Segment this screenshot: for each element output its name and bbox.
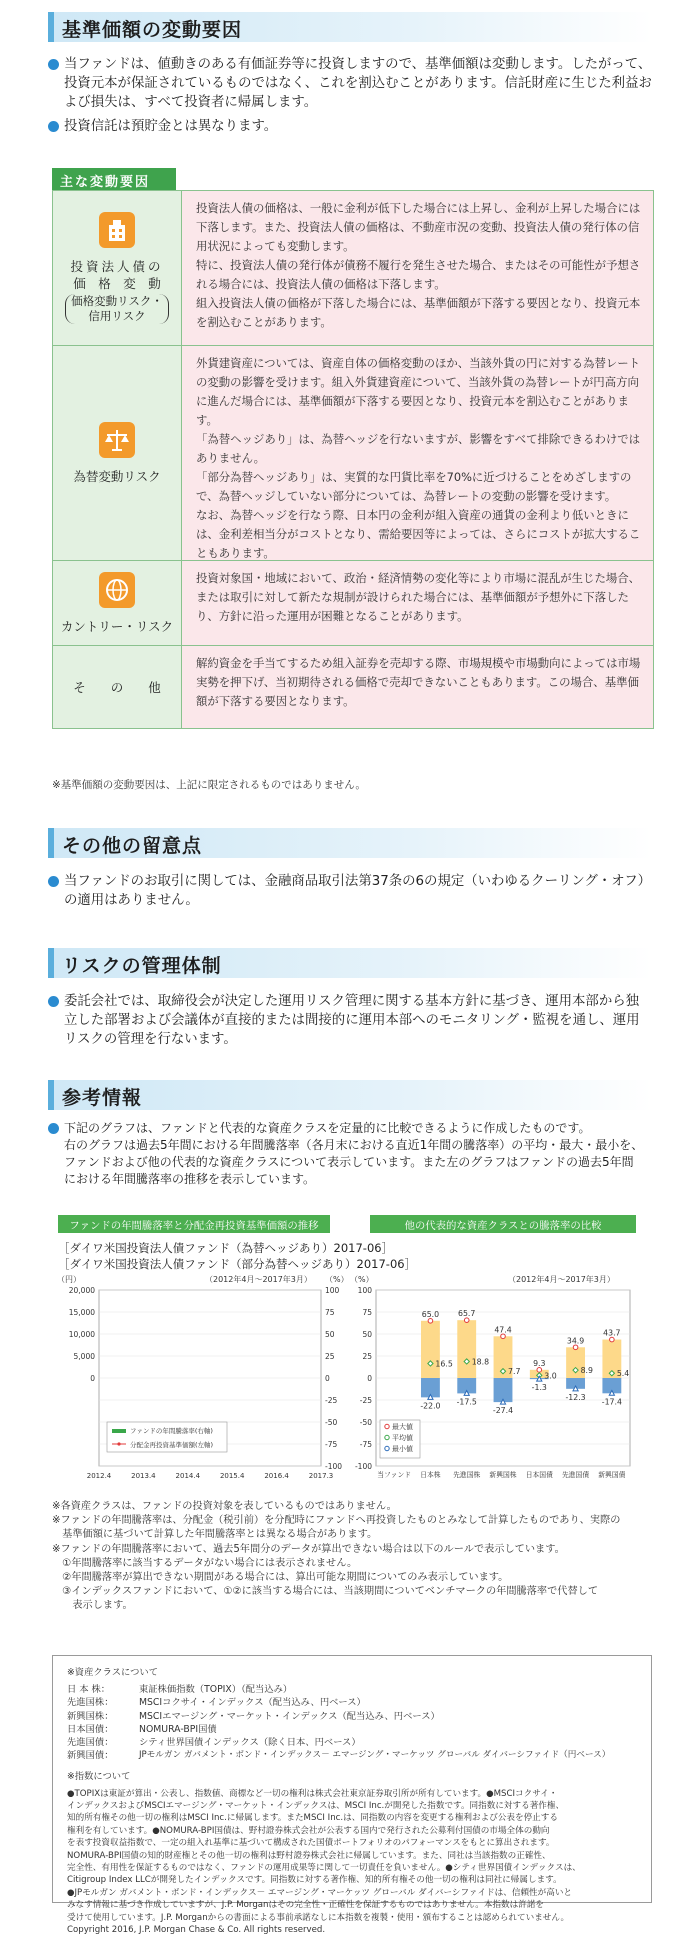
y-tick-label: -25 — [359, 1396, 372, 1405]
section-title: 基準価額の変動要因 — [62, 19, 243, 41]
risk-description: 外貨建資産については、資産自体の価格変動のほか、当該外貨の円に対する為替レートの変動の影響を受けます。組入外貨建資産について、当該外貨の為替レートが円高方向に進んだ場合には、基準価額が下落する要因となり、投資元本を割込むことがあります。 「為替ヘッジあり」は、為替ヘッジを行ないますが、影響をすべて排除できるわけではありません。 「部分為替ヘッジあり」は、実質的な円貨比率を70%に近づけることをめざしますので、為替ヘッジしていない部分については、為替レートの変動の影響を受けます。 なお、為替ヘッジを行なう際、日本円の金利が組入資産の通貨の金利より低いときには、金利差相当分がコストとなり、需給要因等によっては、さらにコストが拡大することもあります。 — [182, 346, 653, 560]
y-tick-label: 25 — [362, 1352, 372, 1361]
legend-label: 最小値 — [392, 1445, 413, 1453]
note-line: ①年間騰落率に該当するデータがない場合には表示されません。 — [52, 1557, 358, 1569]
bullet-text-line: 下記のグラフは、ファンドと代表的な資産クラスを定量的に比較できるように作成したものです。 — [64, 1121, 591, 1135]
right-tick-label: 0 — [325, 1374, 330, 1383]
left-tick-label: 5,000 — [73, 1352, 95, 1361]
left-tick-label: 0 — [90, 1374, 95, 1383]
bullet-item — [48, 992, 652, 1049]
section-title: リスクの管理体制 — [62, 955, 222, 977]
y-tick-label: -100 — [354, 1462, 372, 1471]
right-tick-label: -75 — [325, 1440, 338, 1449]
risk-row-other — [53, 646, 653, 728]
risk-name-line: 投資法人債の — [70, 259, 164, 274]
note-line: ※各資産クラスは、ファンドの投資対象を表しているものではありません。 — [52, 1501, 397, 1512]
x-tick-label: 2017.3 — [308, 1472, 334, 1480]
index-line: みなす情報に基づき作成していますが、J.P. Morganはその完全性・正確性を保証するものではありません。本指数は許諾を — [67, 1900, 545, 1911]
right-tick-label: 50 — [325, 1330, 335, 1339]
index-line: を表す投資収益指数で、一定の組入れ基準に基づいて構成された国債ポートフォリオのパフォーマンスをもとに算出されます。 — [67, 1838, 555, 1849]
building-icon — [99, 212, 135, 248]
risk-table-title: 主な変動要因 — [52, 168, 176, 190]
risk-name-line: そ の 他 — [73, 679, 161, 695]
right-axis-unit: （%） — [325, 1275, 349, 1284]
bullet-text-line: 右のグラフは過去5年間における年間騰落率（各月末における直近1年間の騰落率）の平均・最大・最小を、 — [64, 1138, 644, 1152]
right-tick-label: 75 — [325, 1308, 335, 1317]
section-header-notes — [48, 828, 652, 858]
bullet-item — [48, 55, 652, 112]
section-header-fluctuation — [48, 12, 652, 42]
risk-name-cell — [53, 561, 182, 645]
category-label: 日本株 — [420, 1471, 441, 1479]
category-label: 新興国債 — [598, 1471, 626, 1479]
avg-value-label: 5.4 — [616, 1369, 630, 1379]
min-value-label: -27.4 — [492, 1406, 514, 1416]
y-tick-label: 50 — [362, 1330, 372, 1339]
max-bar — [457, 1320, 476, 1378]
category-label: 先進国株 — [453, 1471, 481, 1479]
section-title: 参考情報 — [62, 1087, 143, 1109]
max-marker — [573, 1345, 578, 1350]
right-tick-label: 25 — [325, 1352, 335, 1361]
legend-marker — [385, 1424, 389, 1428]
scale-icon — [99, 422, 135, 458]
category-label: 先進国債 — [561, 1471, 590, 1479]
asset-class-row — [67, 1696, 637, 1709]
note-line: 表示します。 — [52, 1600, 133, 1612]
bullet-text-line: における年間騰落率の推移を表示しています。 — [64, 1172, 316, 1186]
bullet-item — [48, 1120, 652, 1188]
note-line: 基準価額に基づいて計算した年間騰落率とは異なる場合があります。 — [52, 1529, 378, 1541]
asset-class-value: MSCIエマージング・マーケット・インデックス（配当込み、円ベース） — [139, 1710, 440, 1722]
asset-class-key: 日 本 株： — [67, 1684, 111, 1696]
asset-class-comparison-chart — [348, 1272, 650, 1494]
fund-name: ［ダイワ米国投資法人債ファンド（為替ヘッジあり）2017-06］ — [58, 1241, 394, 1255]
legend-label: 最大値 — [392, 1423, 413, 1431]
bullet-text: 当ファンドのお取引に関しては、金融商品取引法第37条の6の規定（いわゆるクーリング・オフ）の適用はありません。 — [64, 874, 652, 908]
asset-class-key: 新興国株： — [67, 1710, 114, 1722]
asset-class-value: MSCIコクサイ・インデックス（配当込み、円ベース） — [139, 1697, 366, 1709]
bullet-text-line: ファンドおよび他の代表的な資産クラスについて表示しています。また左のグラフはファンドの過去5年間 — [64, 1155, 634, 1169]
max-marker — [610, 1337, 615, 1342]
bullet-item — [48, 872, 652, 910]
max-value-label: 9.3 — [533, 1358, 546, 1368]
right-tick-label: 100 — [325, 1286, 340, 1295]
min-value-label: -1.3 — [531, 1383, 547, 1393]
max-value-label: 34.9 — [566, 1336, 585, 1346]
legend-marker — [385, 1446, 389, 1450]
bullet-item — [48, 117, 652, 136]
asset-class-value: シティ世界国債インデックス（除く日本、円ベース） — [139, 1737, 361, 1749]
globe-icon — [99, 572, 135, 608]
bullet-dot-icon — [48, 996, 59, 1007]
category-label: 新興国株 — [489, 1471, 517, 1479]
period-label: （2012年4月～2017年3月） — [205, 1275, 312, 1284]
index-info-box — [52, 1655, 652, 1936]
asset-class-heading: ※資産クラスについて — [67, 1667, 158, 1678]
bullet-text: 当ファンドは、値動きのある有価証券等に投資しますので、基準価額は変動します。したがって、投資元本が保証されているものではなく、これを割込むことがあります。信託財産に生じた利益および損失は、すべて投資者に帰属します。 — [64, 57, 652, 110]
asset-class-row — [67, 1736, 637, 1749]
left-axis-unit: （円） — [57, 1275, 81, 1284]
max-value-label: 47.4 — [494, 1325, 512, 1335]
category-label: 当ファンド — [377, 1471, 412, 1479]
index-line: 完全性、有用性を保証するものではなく、ファンドの運用成果等に関して一切責任を負いません。●シティ世界国債インデックスは、 — [67, 1863, 581, 1874]
asset-class-row — [67, 1710, 637, 1723]
legend-marker-swatch — [117, 1442, 120, 1445]
index-line: 知的所有権その他一切の権利はMSCI Inc.に帰属します。またMSCI Inc.は、同指数の内容を変更する権利および公表を停止する — [67, 1813, 558, 1824]
x-tick-label: 2016.4 — [264, 1472, 289, 1480]
risk-row-country — [53, 561, 653, 646]
x-tick-label: 2013.4 — [131, 1472, 156, 1480]
legend-label: ファンドの年間騰落率(右軸) — [130, 1427, 213, 1435]
right-chart-tab: 他の代表的な資産クラスとの騰落率の比較 — [370, 1215, 636, 1233]
asset-class-key: 先進国債： — [67, 1737, 114, 1749]
asset-class-value: JPモルガン ガバメント・ボンド・インデックス－ エマージング・マーケッツ グローバル ダイバーシファイド（円ベース） — [139, 1750, 611, 1761]
bullet-text: 委託会社では、取締役会が決定した運用リスク管理に関する基本方針に基づき、運用本部から独立した部署および会議体が直接的または間接的に運用本部へのモニタリング・監視を通し、運用リスクの管理を行ないます。 — [64, 994, 640, 1047]
max-marker — [501, 1334, 506, 1339]
index-line: 権利を有しています。●NOMURA-BPI国債は、野村證券株式会社が公表する国内で発行された公募利付国債の市場全体の動向 — [67, 1825, 550, 1836]
right-tick-label: -25 — [325, 1396, 338, 1405]
asset-class-value: NOMURA-BPI国債 — [139, 1723, 217, 1735]
y-tick-label: -50 — [359, 1418, 372, 1427]
min-value-label: -22.0 — [420, 1401, 441, 1411]
max-marker — [428, 1319, 433, 1324]
risk-description: 解約資金を手当てするため組入証券を売却する際、市場規模や市場動向によっては市場実勢を押下げ、当初期待される価格で売却できないこともあります。この場合、基準価額が下落する要因となります。 — [182, 646, 653, 728]
risk-name-cell — [53, 191, 182, 345]
note-line: ②年間騰落率が算出できない期間がある場合には、算出可能な期間についてのみ表示しています。 — [52, 1572, 509, 1584]
index-line: インデックスおよびMSCIエマージング・マーケット・インデックスは、MSCI Inc.が開発した指数です。同指数に対する著作権、 — [67, 1801, 565, 1812]
y-tick-label: -75 — [359, 1440, 372, 1449]
y-tick-label: 100 — [357, 1286, 372, 1295]
legend-label: 分配金再投資基準価額(左軸) — [130, 1441, 214, 1449]
risk-name-line: 為替変動リスク — [73, 468, 161, 484]
left-tick-label: 20,000 — [68, 1286, 95, 1295]
asset-class-key: 日本国債： — [67, 1723, 114, 1735]
left-tick-label: 15,000 — [68, 1308, 95, 1317]
bullet-text: 投資信託は預貯金とは異なります。 — [64, 119, 278, 134]
avg-value-label: 3.0 — [544, 1371, 557, 1381]
legend-label: 平均値 — [392, 1434, 413, 1442]
index-line: NOMURA-BPI国債の知的財産権とその他一切の権利は野村證券株式会社に帰属しています。また、同社は当該指数の正確性、 — [67, 1850, 551, 1861]
legend-bar-swatch — [112, 1429, 126, 1433]
asset-class-value: 東証株価指数（TOPIX）（配当込み） — [139, 1684, 293, 1696]
risk-description: 投資法人債の価格は、一般に金利が低下した場合には上昇し、金利が上昇した場合には下落します。また、投資法人債の価格は、不動産市況の変動、投資法人債の発行体の信用状況によっても変動します。 特に、投資法人債の発行体が債務不履行を発生させた場合、またはその可能性が予想される場合には、投資法人債の価格は下落します。 組入投資法人債の価格が下落した場合には、基準価額が下落する要因となり、投資元本を割込むことがあります。 — [182, 191, 653, 345]
period-label: （2012年4月～2017年3月） — [508, 1275, 615, 1284]
index-line: ●TOPIXは東証が算出・公表し、指数値、商標など一切の権利は株式会社東京証券取引所が所有しています。●MSCIコクサイ・ — [67, 1788, 558, 1799]
max-value-label: 65.7 — [458, 1309, 476, 1319]
index-heading: ※指数について — [67, 1771, 131, 1783]
bullet-dot-icon — [48, 876, 59, 887]
min-value-label: -12.3 — [565, 1392, 586, 1402]
risk-factor-table — [52, 190, 654, 729]
axis-unit: （%） — [350, 1275, 374, 1284]
asset-class-row — [67, 1723, 637, 1736]
max-marker — [537, 1368, 542, 1373]
risk-name-paren: 価格変動リスク・信用リスク — [65, 294, 169, 324]
section-title: その他の留意点 — [62, 835, 203, 857]
max-value-label: 65.0 — [421, 1309, 440, 1319]
risk-name-line: 価 格 変 動 — [73, 276, 161, 291]
avg-value-label: 8.9 — [580, 1366, 593, 1376]
fund-return-line-chart — [55, 1272, 355, 1494]
risk-name-line: カントリー・リスク — [60, 618, 174, 634]
x-tick-label: 2014.4 — [175, 1472, 201, 1480]
table-footnote: ※基準価額の変動要因は、上記に限定されるものではありません。 — [52, 779, 366, 791]
index-line: 受けて使用しています。J.P. Morganからの書面による事前承諾なしに本指数を複製・使用・頒布することは認められていません。 — [67, 1912, 570, 1923]
left-tick-label: 10,000 — [68, 1330, 95, 1339]
asset-class-row — [67, 1683, 637, 1696]
y-tick-label: 75 — [362, 1308, 372, 1317]
index-line: Copyright 2016, J.P. Morgan Chase & Co. All rights reserved. — [67, 1925, 326, 1936]
bullet-dot-icon — [48, 1123, 59, 1134]
note-line: ③インデックスファンドにおいて、①②に該当する場合には、当該期間についてベンチマークの年間騰落率で代替して — [52, 1586, 599, 1598]
x-tick-label: 2012.4 — [86, 1472, 112, 1480]
note-line: ※ファンドの年間騰落率は、分配金（税引前）を分配時にファンドへ再投資したものとみなして計算したものであり、実際の — [52, 1515, 621, 1527]
avg-value-label: 18.8 — [471, 1357, 490, 1367]
max-value-label: 43.7 — [603, 1328, 621, 1338]
min-value-label: -17.4 — [601, 1397, 622, 1407]
x-tick-label: 2015.4 — [219, 1472, 245, 1480]
note-line: ※ファンドの年間騰落率において、過去5年間分のデータが算出できない場合は以下のルールで表示しています。 — [52, 1543, 565, 1555]
index-line: Citigroup Index LLCが開発したインデックスです。同指数に対する著作権、知的所有権その他一切の権利は同社に帰属します。 — [67, 1875, 562, 1886]
avg-value-label: 7.7 — [508, 1367, 521, 1377]
right-tick-label: -50 — [325, 1418, 338, 1427]
max-bar — [421, 1321, 440, 1378]
right-tick-label: -100 — [325, 1462, 343, 1471]
avg-value-label: 16.5 — [435, 1359, 453, 1369]
min-value-label: -17.5 — [456, 1397, 477, 1407]
asset-class-key: 新興国債： — [67, 1750, 114, 1762]
legend-marker — [385, 1435, 389, 1439]
max-marker — [464, 1318, 469, 1323]
risk-name-cell — [53, 646, 182, 728]
bullet-dot-icon — [48, 121, 59, 132]
risk-description: 投資対象国・地域において、政治・経済情勢の変化等により市場に混乱が生じた場合、または取引に対して新たな規制が設けられた場合には、基準価額が予想外に下落したり、方針に沿った運用が困難となることがあります。 — [182, 561, 653, 645]
index-line: ●JPモルガン ガバメント・ボンド・インデックス－ エマージング・マーケッツ グローバル ダイバーシファイドは、信頼性が高いと — [67, 1887, 573, 1898]
notes-block — [52, 1500, 662, 1614]
category-label: 日本国債 — [525, 1471, 553, 1479]
fund-name: ［ダイワ米国投資法人債ファンド（部分為替ヘッジあり）2017-06］ — [58, 1257, 417, 1271]
left-chart-tab: ファンドの年間騰落率と分配金再投資基準価額の推移 — [58, 1215, 330, 1233]
asset-class-row — [67, 1749, 637, 1762]
risk-row-currency — [53, 346, 653, 561]
index-text — [67, 1788, 637, 1937]
risk-name-cell — [53, 346, 182, 560]
risk-row-bond-price — [53, 191, 653, 346]
section-header-risk-management — [48, 948, 652, 978]
y-tick-label: 0 — [367, 1374, 372, 1383]
section-header-reference — [48, 1080, 652, 1110]
bullet-dot-icon — [48, 59, 59, 70]
asset-class-key: 先進国株： — [67, 1697, 114, 1709]
